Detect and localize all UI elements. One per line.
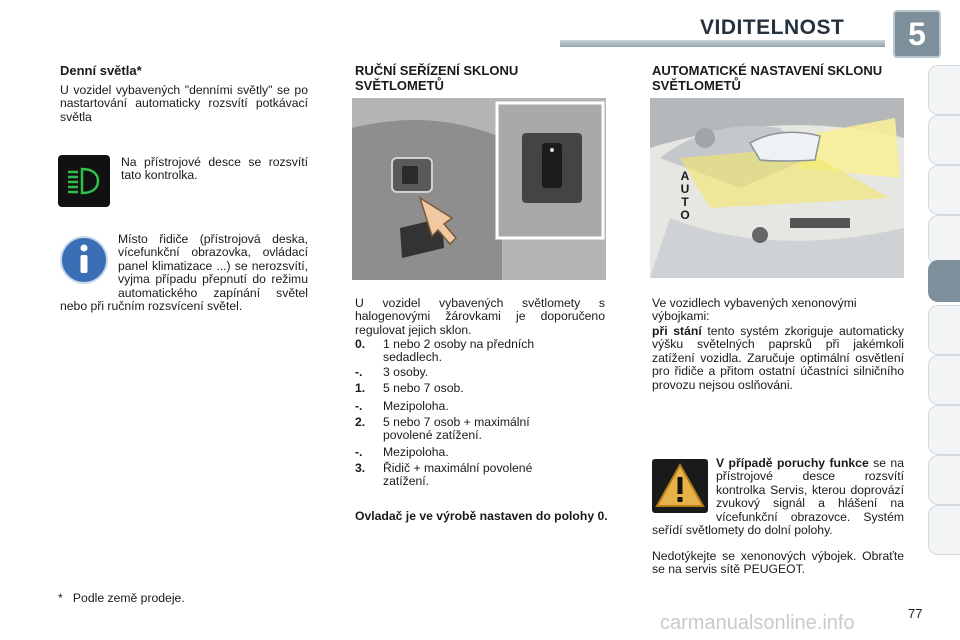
lamp-text: Na přístrojové desce se rozsvítí tato kontrolka. — [121, 155, 308, 183]
tab-5-active[interactable] — [928, 260, 960, 302]
daylight-heading: Denní světla* — [60, 63, 142, 78]
fault-text: V případě poruchy funkce se na přístrojové desce rozsvítí kontrolka Servis, kterou doprovází zvukový signál a hlášení na vícefunkční obrazovce. Systém seřídí světlomety do dolní polohy. — [652, 456, 904, 538]
footnote: * Podle země prodeje. — [58, 591, 185, 605]
factory-setting-note: Ovladač je ve výrobě nastaven do polohy 0. — [355, 509, 608, 523]
header-stripe — [560, 40, 885, 47]
tab-7[interactable] — [928, 355, 960, 405]
auto-stop-text: při stání tento systém zkoriguje automaticky výšku světelných paprsků při jakémkoli zatížení vozidla. Zaručuje optimální osvětlení pro řidiče a přitom ostatní účastníci silničního provozu nejsou oslňováni. — [652, 324, 905, 392]
auto-intro: Ve vozidlech vybavených xenonovými výbojkami: — [652, 296, 857, 324]
page-title: VIDITELNOST — [700, 16, 845, 39]
xenon-warning-text: Nedotýkejte se xenonových výbojek. Obraťte se na servis sítě PEUGEOT. — [652, 549, 904, 577]
tab-9[interactable] — [928, 455, 960, 505]
daylight-intro: U vozidel vybavených "denními světly" se po nastartování automaticky rozsvítí potkávací světla — [60, 83, 308, 124]
page-number: 77 — [908, 606, 923, 621]
tab-4[interactable] — [928, 215, 960, 265]
tab-2[interactable] — [928, 115, 960, 165]
tab-10[interactable] — [928, 505, 960, 555]
manual-adjust-heading: RUČNÍ SEŘÍZENÍ SKLONU SVĚTLOMETŮ — [355, 63, 519, 93]
manual-intro: U vozidel vybavených světlomety s halogenovými žárovkami je doporučeno regulovat jejich sklon. — [355, 296, 605, 337]
chapter-number: 5 — [893, 10, 941, 58]
headlamp-indicator-icon — [58, 155, 110, 207]
tab-1[interactable] — [928, 65, 960, 115]
tab-3[interactable] — [928, 165, 960, 215]
auto-label: AUTO — [680, 169, 690, 222]
tab-8[interactable] — [928, 405, 960, 455]
watermark: carmanualsonline.info — [660, 612, 855, 634]
chapter-tabs — [928, 65, 960, 575]
tab-6[interactable] — [928, 305, 960, 355]
car-headlight-photo — [650, 98, 904, 278]
auto-adjust-heading: AUTOMATICKÉ NASTAVENÍ SKLONU SVĚTLOMETŮ — [652, 63, 883, 93]
info-text: Místo řidiče (přístrojová deska, vícefunkční obrazovka, ovládací panel klimatizace ...) se nerozsvítí, vyjma případu přepnutí do režimu automatického zapínání světel nebo při ručním rozsvícení světel. — [60, 232, 308, 314]
dashboard-photo — [352, 98, 606, 280]
